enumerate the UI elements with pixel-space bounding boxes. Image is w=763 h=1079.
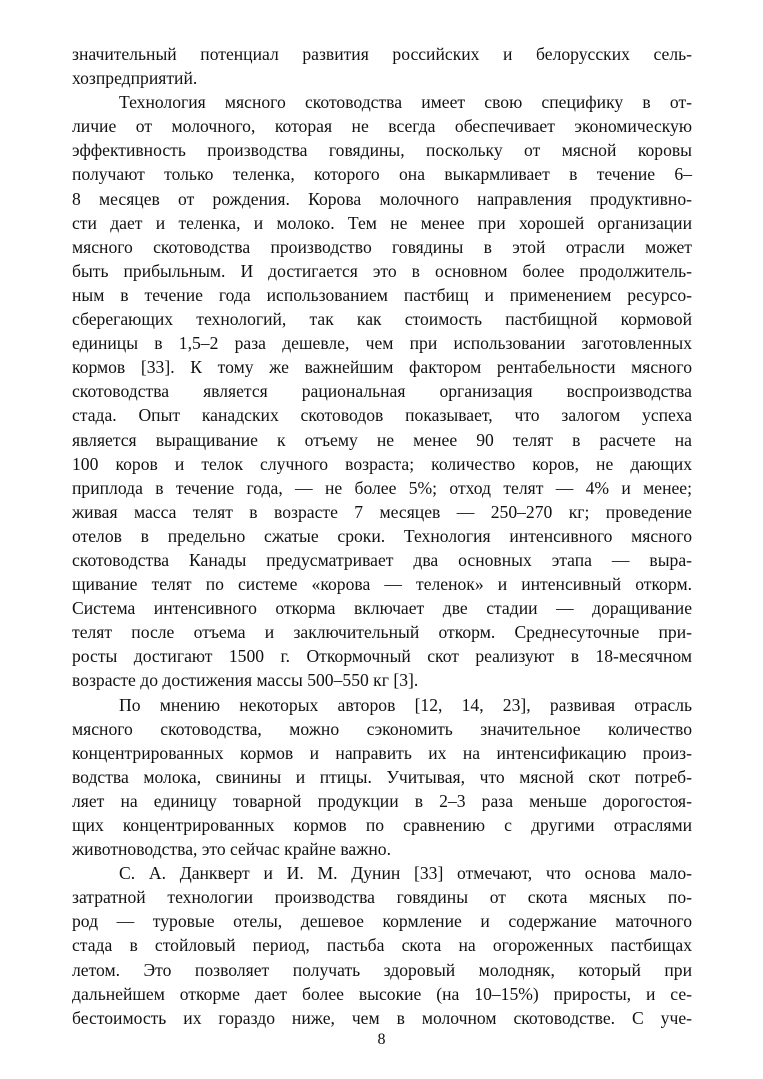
text-line: щивание телят по системе «корова — теленок» и интенсивный откорм. [72,574,692,595]
text-line: щих концентрированных кормов по сравнению с другими отраслями [72,815,692,835]
text-line: живая масса телят в возрасте 7 месяцев — 250–270 кг; проведение [72,501,692,522]
text-line: приплода в течение года, — не более 5%; отход телят — 4% и менее; [72,477,692,498]
text-line: телят после отъема и заключительный откорм. Среднесуточные при- [72,622,692,643]
text-line: единицы в 1,5–2 раза дешевле, чем при использовании заготовленных [72,333,692,354]
text-line: затратной технологии производства говядины от скота мясных по- [72,887,692,908]
text-line: 100 коров и телок случного возраста; количество коров, не дающих [72,453,692,474]
text-line: хозпредприятий. [72,68,198,89]
text-line: животноводства, это сейчас крайне важно. [72,839,391,860]
text-line: мясного скотоводства, можно сэкономить значительное количество [72,718,692,739]
text-line: летом. Это позволяет получать здоровый молодняк, который при [72,959,692,980]
text-line: концентрированных кормов и направить их на интенсификацию произ- [72,742,692,763]
page-number: 8 [377,1031,386,1048]
text-line: мясного скотоводства производство говядины в этой отрасли может [72,236,692,257]
text-line: эффективность производства говядины, поскольку от мясной коровы [72,140,692,161]
text-line: быть прибыльным. И достигается это в основном более продолжитель- [72,260,692,281]
text-line: бестоимость их гораздо ниже, чем в молочном скотоводстве. С уче- [72,1007,692,1028]
text-line: сти дает и теленка, и молоко. Тем не менее при хорошей организации [72,212,692,233]
text-line: скотоводства Канады предусматривает два основных этапа — выра- [72,549,692,570]
text-line: С. А. Данкверт и И. М. Дунин [33] отмечают, что основа мало- [119,863,692,884]
text-line: получают только теленка, которого она выкармливает в течение 6– [72,164,692,185]
text-line: ляет на единицу товарной продукции в 2–3 раза меньше дорогостоя- [72,790,692,811]
page-body [72,42,692,1030]
text-line: По мнению некоторых авторов [12, 14, 23], развивая отрасль [119,694,692,715]
text-line: отелов в предельно сжатые сроки. Технология интенсивного мясного [72,525,692,546]
paragraph [72,693,692,862]
paragraph [72,42,692,90]
text-line: 8 месяцев от рождения. Корова молочного направления продуктивно- [72,188,692,209]
text-line: личие от молочного, которая не всегда обеспечивает экономическую [72,116,692,137]
text-line: стада. Опыт канадских скотоводов показывает, что залогом успеха [72,405,692,426]
text-line: водства молока, свинины и птицы. Учитывая, что мясной скот потреб- [72,766,692,787]
text-line: дальнейшем откорме дает более высокие (на 10–15%) приросты, и се- [72,983,692,1004]
text-line: значительный потенциал развития российских и белорусских сель- [72,44,692,64]
text-line: род — туровые отелы, дешевое кормление и содержание маточного [72,911,692,932]
text-line: Технология мясного скотоводства имеет свою специфику в от- [119,92,692,113]
text-line: стада в стойловый период, пастьба скота на огороженных пастбищах [72,935,692,956]
paragraph [72,90,692,692]
text-line: скотоводства является рациональная организация воспроизводства [72,381,692,402]
text-line: Система интенсивного откорма включает две стадии — доращивание [72,598,692,619]
text-line: росты достигают 1500 г. Откормочный скот реализуют в 18-месячном [72,646,692,667]
text-line: кормов [33]. К тому же важнейшим фактором рентабельности мясного [72,357,692,378]
paragraph [72,861,692,1030]
text-line: сберегающих технологий, так как стоимость пастбищной кормовой [72,309,692,330]
text-line: является выращивание к отъему не менее 90 телят в расчете на [72,429,692,450]
text-line: ным в течение года использованием пастбищ и применением ресурсо- [72,284,692,305]
text-line: возрасте до достижения массы 500–550 кг [3]. [72,670,419,691]
